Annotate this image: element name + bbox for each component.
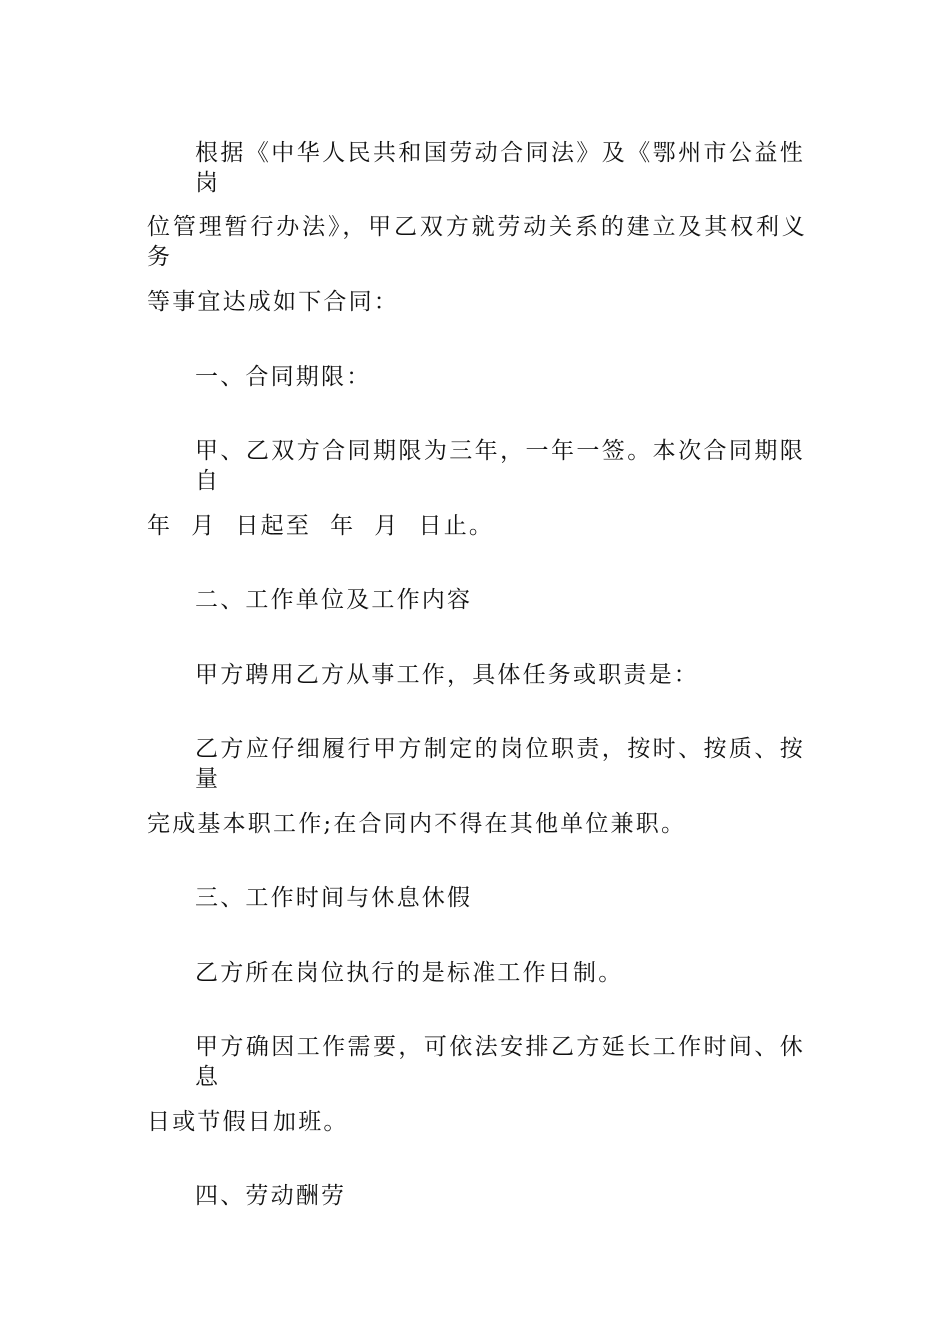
paragraph-overtime-line-1: 甲方确因工作需要，可依法安排乙方延长工作时间、休息 [195,1034,805,1090]
paragraph-intro-line-1: 根据《中华人民共和国劳动合同法》及《鄂州市公益性岗 [195,140,805,196]
paragraph-term-line-2: 年 月 日起至 年 月 日止。 [147,513,495,539]
paragraph-overtime-line-2: 日或节假日加班。 [147,1109,349,1135]
paragraph-duties-line-2: 完成基本职工作;在合同内不得在其他单位兼职。 [147,811,687,837]
section-heading-remuneration: 四、劳动酬劳 [195,1183,347,1209]
paragraph-work-duties: 甲方聘用乙方从事工作，具体任务或职责是： [195,662,699,688]
section-heading-work-unit: 二、工作单位及工作内容 [195,587,473,613]
paragraph-intro-line-2: 位管理暂行办法》，甲乙双方就劳动关系的建立及其权利义务 [147,214,807,270]
section-heading-contract-term: 一、合同期限： [195,364,372,390]
paragraph-duties-line-1: 乙方应仔细履行甲方制定的岗位职责，按时、按质、按量 [195,736,805,792]
paragraph-term-line-1: 甲、乙双方合同期限为三年，一年一签。本次合同期限自 [195,438,805,494]
paragraph-standard-hours: 乙方所在岗位执行的是标准工作日制。 [195,960,624,986]
paragraph-intro-line-3: 等事宜达成如下合同： [147,289,399,315]
section-heading-work-hours: 三、工作时间与休息休假 [195,885,473,911]
